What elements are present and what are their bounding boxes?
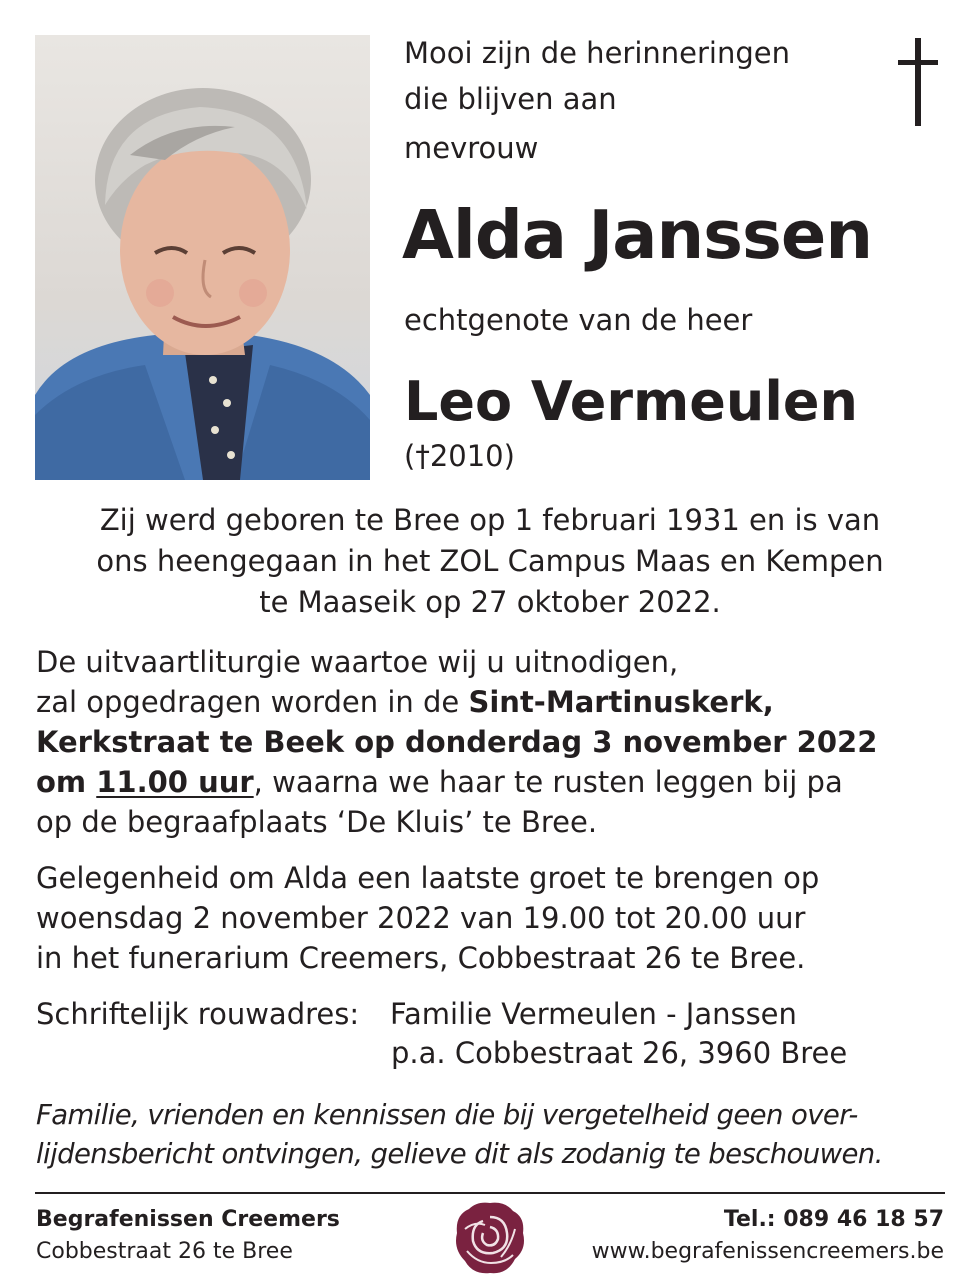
funeral-text: , waarna we haar te rusten leggen bij pa bbox=[253, 765, 843, 799]
visitation-line: Gelegenheid om Alda een laatste groet te brengen op bbox=[36, 861, 820, 895]
visitation-paragraph bbox=[36, 858, 956, 978]
deceased-name: Alda Janssen bbox=[402, 196, 873, 274]
funeral-paragraph bbox=[36, 642, 956, 842]
portrait-photo bbox=[35, 35, 370, 480]
funeral-om: om bbox=[36, 765, 97, 799]
relation-text: echtgenote van de heer bbox=[404, 303, 753, 337]
funeral-text: zal opgedragen worden in de bbox=[36, 685, 469, 719]
address-lines bbox=[390, 995, 847, 1073]
notice-line: lijdensbericht ontvingen, gelieve dit als zodanig te beschouwen. bbox=[36, 1138, 883, 1170]
spouse-death: (†2010) bbox=[404, 439, 515, 473]
notice-text bbox=[36, 1096, 951, 1174]
motto-line: die blijven aan bbox=[404, 82, 617, 116]
address-line: p.a. Cobbestraat 26, 3960 Bree bbox=[391, 1036, 848, 1070]
visitation-line: in het funerarium Creemers, Cobbestraat 26 te Bree. bbox=[36, 941, 806, 975]
funeral-date: Kerkstraat te Beek op donderdag 3 november 2022 bbox=[36, 725, 878, 759]
birth-line: Zij werd geboren te Bree op 1 februari 1931 en is van bbox=[99, 503, 881, 537]
company-address: Cobbestraat 26 te Bree bbox=[36, 1239, 293, 1264]
address-line: Familie Vermeulen - Janssen bbox=[390, 997, 797, 1031]
visitation-line: woensdag 2 november 2022 van 19.00 tot 20.00 uur bbox=[36, 901, 806, 935]
funeral-line: De uitvaartliturgie waartoe wij u uitnodigen, bbox=[36, 645, 679, 679]
funeral-line bbox=[36, 682, 956, 722]
website-link[interactable]: www.begrafenissencreemers.be bbox=[591, 1239, 944, 1264]
address-label: Schriftelijk rouwadres: bbox=[36, 997, 360, 1031]
notice-line: Familie, vrienden en kennissen die bij vergetelheid geen over- bbox=[36, 1099, 858, 1131]
rose-logo-icon bbox=[453, 1199, 527, 1281]
motto-line: Mooi zijn de herinneringen bbox=[404, 36, 790, 70]
funeral-line bbox=[36, 762, 956, 802]
spouse-name: Leo Vermeulen bbox=[404, 370, 858, 433]
cross-icon bbox=[898, 38, 938, 130]
motto bbox=[404, 30, 790, 122]
birth-line: te Maaseik op 27 oktober 2022. bbox=[259, 585, 721, 619]
funeral-time: 11.00 uur bbox=[96, 765, 254, 799]
birth-paragraph bbox=[30, 500, 950, 623]
company-name: Begrafenissen Creemers bbox=[36, 1207, 340, 1232]
funeral-line: op de begraafplaats ‘De Kluis’ te Bree. bbox=[36, 805, 598, 839]
deceased-title: mevrouw bbox=[404, 131, 539, 165]
church-name: Sint-Martinuskerk, bbox=[468, 685, 774, 719]
footer-divider bbox=[35, 1192, 945, 1194]
phone-number: Tel.: 089 46 18 57 bbox=[723, 1207, 944, 1232]
birth-line: ons heengegaan in het ZOL Campus Maas en Kempen bbox=[96, 544, 884, 578]
